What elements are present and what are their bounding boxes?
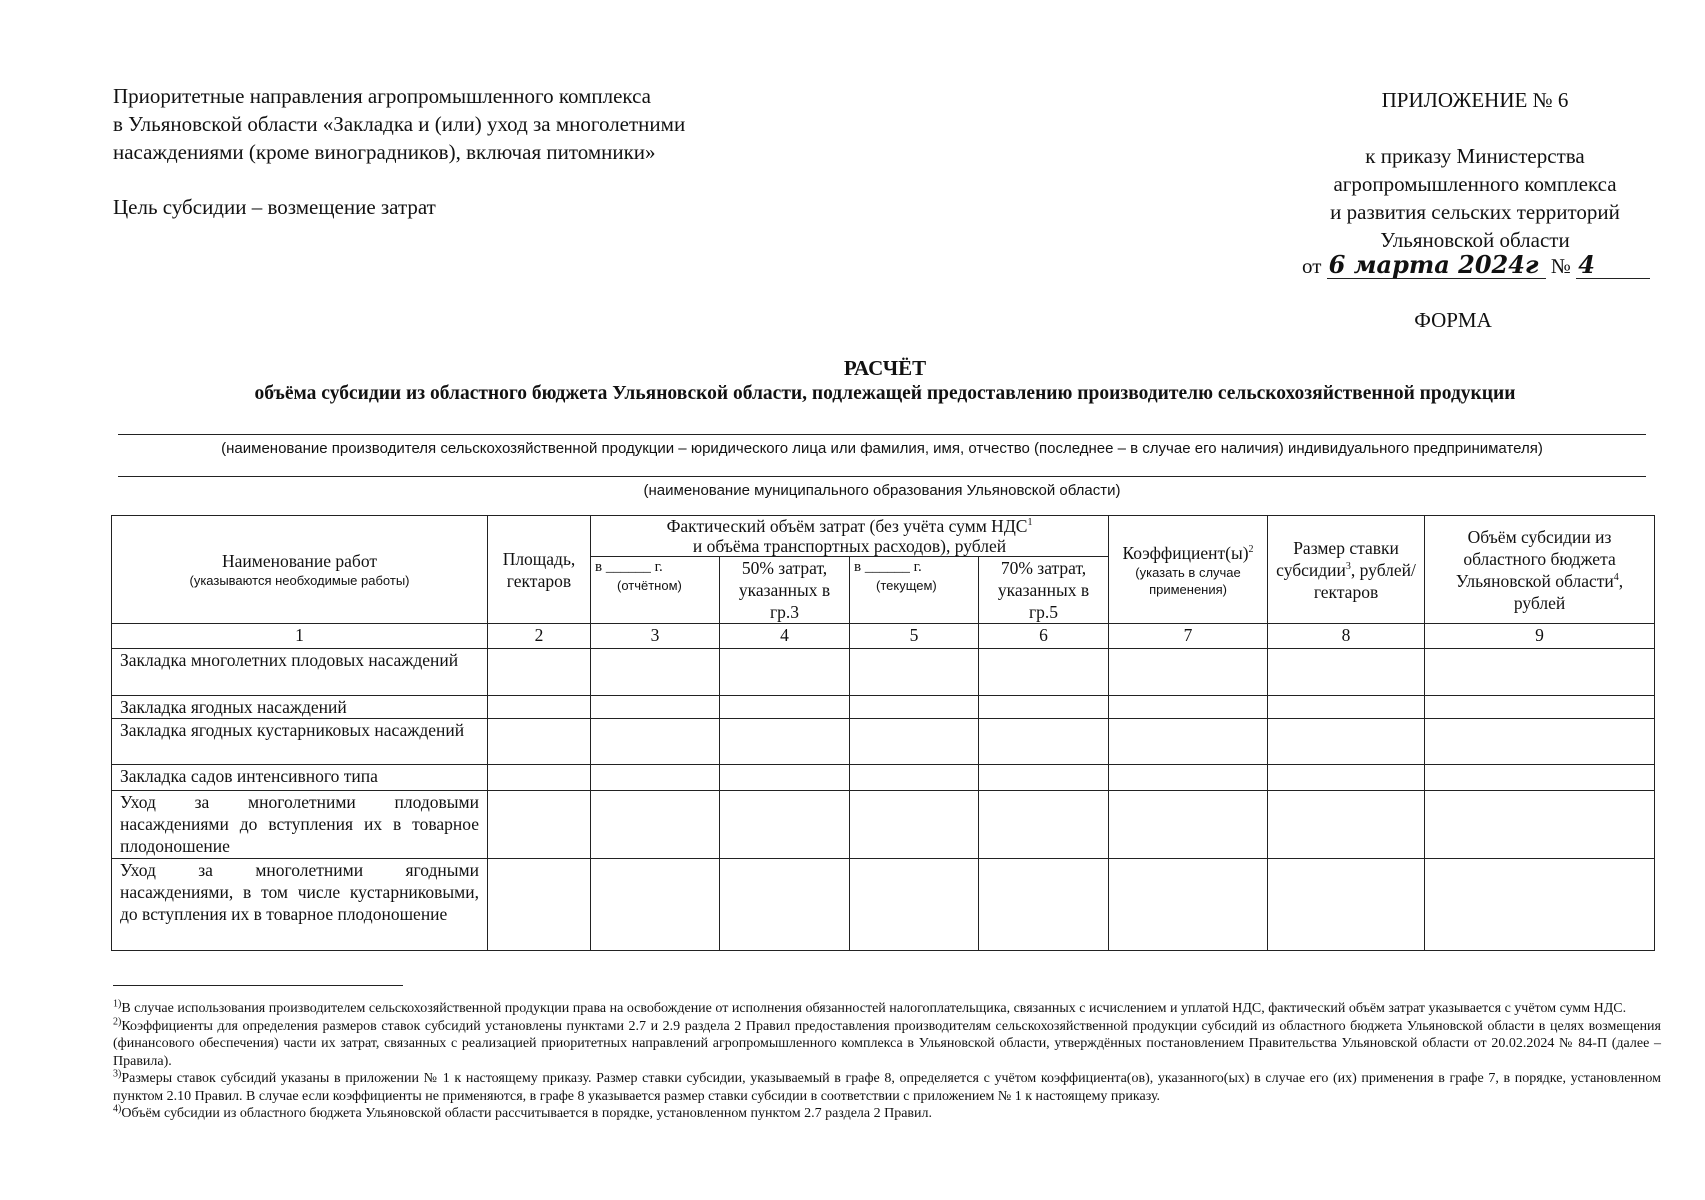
cell-area[interactable] bbox=[488, 791, 591, 859]
column-number: 5 bbox=[850, 624, 979, 649]
cell-current-cost[interactable] bbox=[850, 859, 979, 951]
header-coefficient-sub: (указать в случае применения) bbox=[1135, 564, 1241, 597]
cell-subsidy[interactable] bbox=[1425, 765, 1655, 791]
cell-70-percent[interactable] bbox=[979, 649, 1109, 696]
cell-70-percent[interactable] bbox=[979, 719, 1109, 765]
reporting-year-sub: (отчётном) bbox=[617, 578, 682, 593]
header-actual-costs bbox=[591, 516, 1109, 557]
column-number: 2 bbox=[488, 624, 591, 649]
header-work-name bbox=[112, 516, 488, 624]
cell-area[interactable] bbox=[488, 719, 591, 765]
cell-current-cost[interactable] bbox=[850, 791, 979, 859]
table-header-row bbox=[112, 516, 1655, 557]
footnote-ref: 4 bbox=[1613, 571, 1619, 583]
table-row bbox=[112, 649, 1655, 696]
header-actual-costs-line1: Фактический объём затрат (без учёта сумм НДС bbox=[666, 516, 1028, 536]
table-row bbox=[112, 719, 1655, 765]
order-line: Ульяновской области bbox=[1380, 228, 1570, 252]
footnote-3 bbox=[113, 1070, 1661, 1105]
number-label: № bbox=[1550, 254, 1571, 278]
cell-50-percent[interactable] bbox=[720, 719, 850, 765]
priority-direction-line: в Ульяновской области «Закладка и (или) уход за многолетними bbox=[113, 112, 686, 136]
header-coefficient-title: Коэффициент(ы) bbox=[1122, 542, 1249, 563]
order-date-line bbox=[1302, 252, 1650, 280]
table-row bbox=[112, 791, 1655, 859]
footnote-text: Размеры ставок субсидий указаны в приложении № 1 к настоящему приказу. Размер ставки субсидии, указываемый в графе 8, определяется с учётом коэффициента(ов), указанного(ых) в случае его (их) применения в графе 7, в порядке, установленном пунктом 2.10 Правил. В случае если коэффициенты не применяются, в графе 8 указывается размер ставки субсидии в соответствии с приложением № 1 к настоящему приказу. bbox=[113, 1071, 1661, 1104]
year-prefix: в bbox=[595, 559, 603, 575]
column-number: 1 bbox=[112, 624, 488, 649]
cell-rate[interactable] bbox=[1268, 719, 1425, 765]
footnote-4 bbox=[113, 1105, 1661, 1123]
cell-reporting-cost[interactable] bbox=[591, 649, 720, 696]
year-prefix: в bbox=[854, 559, 862, 575]
footnote-mark: 1) bbox=[113, 998, 122, 1010]
cell-reporting-cost[interactable] bbox=[591, 696, 720, 719]
cell-current-cost[interactable] bbox=[850, 719, 979, 765]
cell-current-cost[interactable] bbox=[850, 765, 979, 791]
header-rate bbox=[1268, 516, 1425, 624]
cell-rate[interactable] bbox=[1268, 649, 1425, 696]
header-rate-text: Размер ставки субсидии bbox=[1276, 537, 1399, 580]
cell-current-cost[interactable] bbox=[850, 649, 979, 696]
cell-rate[interactable] bbox=[1268, 859, 1425, 951]
cell-reporting-cost[interactable] bbox=[591, 791, 720, 859]
cell-50-percent[interactable] bbox=[720, 649, 850, 696]
header-subsidy-unit: , рублей bbox=[1513, 570, 1624, 613]
row-label: Закладка садов интенсивного типа bbox=[112, 765, 488, 791]
cell-coefficient[interactable] bbox=[1109, 791, 1268, 859]
cell-rate[interactable] bbox=[1268, 791, 1425, 859]
handwritten-date: 6 марта 2024г bbox=[1327, 252, 1546, 279]
date-prefix: от bbox=[1302, 254, 1322, 278]
cell-coefficient[interactable] bbox=[1109, 859, 1268, 951]
header-subsidy-text: Объём субсидии из областного бюджета Ульяновской области bbox=[1455, 526, 1616, 591]
producer-name-line[interactable] bbox=[118, 434, 1646, 435]
footnote-text: Объём субсидии из областного бюджета Ульяновской области рассчитывается в порядке, установленном пунктом 2.7 раздела 2 Правил. bbox=[121, 1106, 933, 1121]
footnotes bbox=[113, 1000, 1661, 1123]
footnote-mark: 2) bbox=[113, 1015, 122, 1027]
row-label: Уход за многолетними плодовыми насаждениями до вступления их в товарное плодоношение bbox=[112, 791, 488, 859]
cell-coefficient[interactable] bbox=[1109, 719, 1268, 765]
header-coefficient bbox=[1109, 516, 1268, 624]
header-current-year: в ______ г. (текущем) bbox=[850, 557, 979, 624]
cell-50-percent[interactable] bbox=[720, 696, 850, 719]
header-50-percent: 50% затрат, указанных в гр.3 bbox=[720, 557, 850, 624]
header-area: Площадь, гектаров bbox=[488, 516, 591, 624]
cell-subsidy[interactable] bbox=[1425, 649, 1655, 696]
footnote-separator bbox=[113, 985, 403, 986]
footnote-2 bbox=[113, 1015, 1661, 1071]
cell-50-percent[interactable] bbox=[720, 791, 850, 859]
cell-50-percent[interactable] bbox=[720, 859, 850, 951]
cell-70-percent[interactable] bbox=[979, 696, 1109, 719]
header-70-percent: 70% затрат, указанных в гр.5 bbox=[979, 557, 1109, 624]
cell-70-percent[interactable] bbox=[979, 765, 1109, 791]
header-actual-costs-line2: и объёма транспортных расходов), рублей bbox=[692, 536, 1007, 556]
year-suffix: г. bbox=[913, 559, 922, 575]
current-year-sub: (текущем) bbox=[876, 578, 937, 593]
column-number: 6 bbox=[979, 624, 1109, 649]
table-row bbox=[112, 696, 1655, 719]
column-number: 7 bbox=[1109, 624, 1268, 649]
order-line: и развития сельских территорий bbox=[1330, 200, 1620, 224]
footnote-ref: 1 bbox=[1027, 517, 1033, 529]
row-label: Закладка многолетних плодовых насаждений bbox=[112, 649, 488, 696]
priority-direction-line: Приоритетные направления агропромышленного комплекса bbox=[113, 84, 652, 108]
cell-area[interactable] bbox=[488, 649, 591, 696]
form-label: ФОРМА bbox=[1414, 308, 1492, 332]
table-row bbox=[112, 765, 1655, 791]
header-work-title: Наименование работ bbox=[222, 551, 377, 571]
table-row bbox=[112, 859, 1655, 951]
cell-area[interactable] bbox=[488, 696, 591, 719]
handwritten-number: 4 bbox=[1576, 252, 1650, 279]
cell-subsidy[interactable] bbox=[1425, 719, 1655, 765]
cell-subsidy[interactable] bbox=[1425, 859, 1655, 951]
subsidy-goal: Цель субсидии – возмещение затрат bbox=[113, 195, 436, 219]
cell-reporting-cost[interactable] bbox=[591, 765, 720, 791]
column-number: 8 bbox=[1268, 624, 1425, 649]
cell-reporting-cost[interactable] bbox=[591, 859, 720, 951]
order-line: агропромышленного комплекса bbox=[1333, 172, 1617, 196]
column-number-row bbox=[112, 624, 1655, 649]
priority-direction-text bbox=[113, 82, 873, 166]
footnote-text: В случае использования производителем сельскохозяйственной продукции права на освобождение от исполнения обязанностей налогоплательщика, связанных с исчислением и уплатой НДС, фактический объём затрат указывается с учётом сумм НДС. bbox=[121, 1001, 1627, 1016]
header-reporting-year: в ______ г. (отчётном) bbox=[591, 557, 720, 624]
cell-50-percent[interactable] bbox=[720, 765, 850, 791]
document-title: РАСЧЁТ bbox=[843, 356, 927, 380]
row-label: Закладка ягодных кустарниковых насаждений bbox=[112, 719, 488, 765]
row-label: Закладка ягодных насаждений bbox=[112, 696, 488, 719]
footnote-text: Коэффициенты для определения размеров ставок субсидий установлены пунктами 2.7 и 2.9 раздела 2 Правил предоставления производителям сельскохозяйственной продукции субсидий из областного бюджета Ульяновской области в целях возмещения (финансового обеспечения) части их затрат, связанных с реализацией приоритетных направлений агропромышленного комплекса в Ульяновской области, утверждённых постановлением Правительства Ульяновской области от 20.02.2024 № 84-П (далее – Правила). bbox=[113, 1018, 1661, 1069]
cell-70-percent[interactable] bbox=[979, 791, 1109, 859]
producer-name-note: (наименование производителя сельскохозяйственной продукции – юридического лица или фамилия, имя, отчество (последнее – в случае его наличия) индивидуального предпринимателя) bbox=[221, 440, 1543, 457]
header-rate-unit: , рублей/гектаров bbox=[1313, 559, 1416, 602]
cell-coefficient[interactable] bbox=[1109, 765, 1268, 791]
order-reference bbox=[1280, 142, 1670, 254]
footnote-ref: 3 bbox=[1345, 560, 1351, 572]
municipality-name-note: (наименование муниципального образования Ульяновской области) bbox=[643, 482, 1121, 499]
cell-rate[interactable] bbox=[1268, 696, 1425, 719]
cell-coefficient[interactable] bbox=[1109, 649, 1268, 696]
cell-area[interactable] bbox=[488, 859, 591, 951]
header-work-sub: (указываются необходимые работы) bbox=[189, 573, 410, 588]
cell-rate[interactable] bbox=[1268, 765, 1425, 791]
footnote-mark: 3) bbox=[113, 1068, 122, 1080]
municipality-name-line[interactable] bbox=[118, 476, 1646, 477]
priority-direction-line: насаждениями (кроме виноградников), включая питомники» bbox=[113, 140, 656, 164]
footnote-mark: 4) bbox=[113, 1103, 122, 1115]
column-number: 9 bbox=[1425, 624, 1655, 649]
cell-subsidy[interactable] bbox=[1425, 696, 1655, 719]
appendix-label: ПРИЛОЖЕНИЕ № 6 bbox=[1381, 88, 1569, 112]
cell-area[interactable] bbox=[488, 765, 591, 791]
cell-coefficient[interactable] bbox=[1109, 696, 1268, 719]
footnote-ref: 2 bbox=[1248, 543, 1254, 555]
cell-reporting-cost[interactable] bbox=[591, 719, 720, 765]
year-suffix: г. bbox=[654, 559, 663, 575]
calculation-table bbox=[111, 515, 1655, 951]
cell-subsidy[interactable] bbox=[1425, 791, 1655, 859]
document-subtitle: объёма субсидии из областного бюджета Ульяновской области, подлежащей предоставлению производителю сельскохозяйственной продукции bbox=[254, 383, 1516, 404]
column-number: 3 bbox=[591, 624, 720, 649]
cell-70-percent[interactable] bbox=[979, 859, 1109, 951]
footnote-1 bbox=[113, 1000, 1661, 1018]
column-number: 4 bbox=[720, 624, 850, 649]
order-line: к приказу Министерства bbox=[1365, 144, 1585, 168]
header-subsidy-volume bbox=[1425, 516, 1655, 624]
row-label: Уход за многолетними ягодными насаждениями, в том числе кустарниковыми, до вступления их в товарное плодоношение bbox=[112, 859, 488, 951]
cell-current-cost[interactable] bbox=[850, 696, 979, 719]
